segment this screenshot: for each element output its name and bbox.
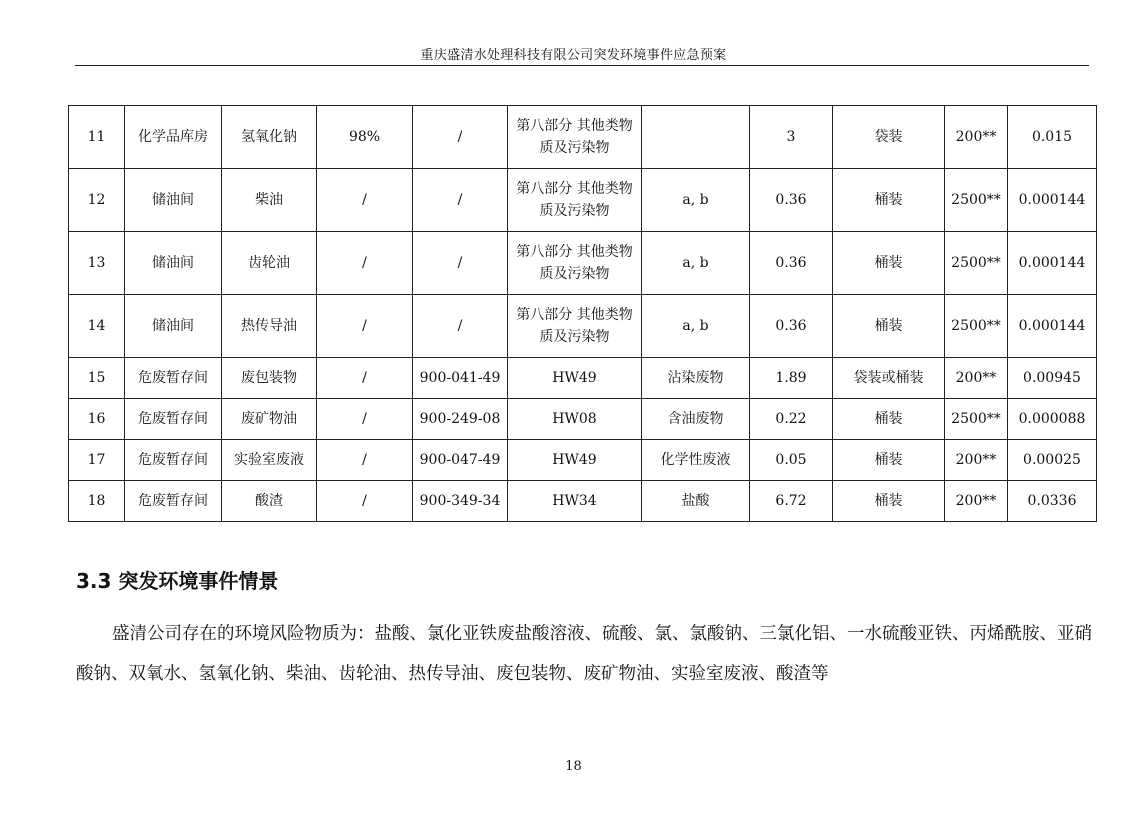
cell-concentration: / <box>317 481 413 522</box>
cell-location: 储油间 <box>125 295 222 358</box>
cell-concentration: / <box>317 232 413 295</box>
cell-waste-code: 900-349-34 <box>413 481 508 522</box>
cell-quantity: 6.72 <box>750 481 833 522</box>
table-row <box>69 295 1097 358</box>
cell-type: a, b <box>642 169 750 232</box>
cell-index: 13 <box>69 232 125 295</box>
cell-ratio: 0.000144 <box>1008 232 1097 295</box>
cell-concentration: / <box>317 358 413 399</box>
table-row <box>69 169 1097 232</box>
cell-substance: 实验室废液 <box>222 440 317 481</box>
cell-concentration: / <box>317 295 413 358</box>
table-row <box>69 106 1097 169</box>
cell-concentration: / <box>317 399 413 440</box>
cell-substance: 氢氧化钠 <box>222 106 317 169</box>
cell-packaging: 袋装或桶装 <box>833 358 945 399</box>
cell-threshold: 2500** <box>945 169 1008 232</box>
cell-quantity: 0.36 <box>750 169 833 232</box>
cell-location: 危废暂存间 <box>125 440 222 481</box>
cell-waste-code: / <box>413 169 508 232</box>
cell-ratio: 0.000144 <box>1008 169 1097 232</box>
cell-threshold: 2500** <box>945 295 1008 358</box>
cell-quantity: 3 <box>750 106 833 169</box>
cell-category: HW49 <box>508 440 642 481</box>
table-row <box>69 232 1097 295</box>
section-heading: 3.3 突发环境事件情景 <box>76 569 279 593</box>
cell-waste-code: / <box>413 106 508 169</box>
cell-threshold: 2500** <box>945 399 1008 440</box>
cell-type <box>642 106 750 169</box>
cell-location: 危废暂存间 <box>125 399 222 440</box>
cell-substance: 热传导油 <box>222 295 317 358</box>
cell-threshold: 200** <box>945 440 1008 481</box>
cell-category: HW08 <box>508 399 642 440</box>
cell-location: 危废暂存间 <box>125 481 222 522</box>
cell-packaging: 桶装 <box>833 169 945 232</box>
cell-substance: 柴油 <box>222 169 317 232</box>
cell-type: 沾染废物 <box>642 358 750 399</box>
cell-quantity: 0.22 <box>750 399 833 440</box>
cell-threshold: 200** <box>945 358 1008 399</box>
cell-index: 17 <box>69 440 125 481</box>
cell-packaging: 桶装 <box>833 232 945 295</box>
cell-category: 第八部分 其他类物质及污染物 <box>508 295 642 358</box>
cell-waste-code: / <box>413 232 508 295</box>
cell-ratio: 0.000088 <box>1008 399 1097 440</box>
cell-index: 18 <box>69 481 125 522</box>
cell-threshold: 200** <box>945 106 1008 169</box>
cell-substance: 废矿物油 <box>222 399 317 440</box>
cell-type: a, b <box>642 232 750 295</box>
document-header-title: 重庆盛清水处理科技有限公司突发环境事件应急预案 <box>420 48 727 63</box>
cell-ratio: 0.00025 <box>1008 440 1097 481</box>
cell-type: 化学性废液 <box>642 440 750 481</box>
cell-ratio: 0.00945 <box>1008 358 1097 399</box>
cell-ratio: 0.0336 <box>1008 481 1097 522</box>
cell-concentration: / <box>317 440 413 481</box>
cell-index: 16 <box>69 399 125 440</box>
cell-category: HW49 <box>508 358 642 399</box>
cell-substance: 齿轮油 <box>222 232 317 295</box>
cell-ratio: 0.015 <box>1008 106 1097 169</box>
cell-index: 15 <box>69 358 125 399</box>
cell-index: 14 <box>69 295 125 358</box>
cell-location: 储油间 <box>125 232 222 295</box>
cell-location: 危废暂存间 <box>125 358 222 399</box>
cell-location: 储油间 <box>125 169 222 232</box>
cell-type: 含油废物 <box>642 399 750 440</box>
cell-packaging: 桶装 <box>833 295 945 358</box>
cell-location: 化学品库房 <box>125 106 222 169</box>
cell-quantity: 1.89 <box>750 358 833 399</box>
cell-quantity: 0.36 <box>750 232 833 295</box>
cell-substance: 废包装物 <box>222 358 317 399</box>
cell-packaging: 桶装 <box>833 440 945 481</box>
cell-concentration: / <box>317 169 413 232</box>
cell-index: 11 <box>69 106 125 169</box>
cell-threshold: 200** <box>945 481 1008 522</box>
section-body-paragraph: 盛清公司存在的环境风险物质为：盐酸、氯化亚铁废盐酸溶液、硫酸、氯、氯酸钠、三氯化铝、一水硫酸亚铁、丙烯酰胺、亚硝酸钠、双氧水、氢氧化钠、柴油、齿轮油、热传导油、废包装物、废矿物油、实验室废液、酸渣等 <box>76 624 1092 684</box>
cell-ratio: 0.000144 <box>1008 295 1097 358</box>
cell-threshold: 2500** <box>945 232 1008 295</box>
table-row <box>69 440 1097 481</box>
cell-packaging: 桶装 <box>833 399 945 440</box>
risk-substance-table <box>68 105 1097 522</box>
cell-category: 第八部分 其他类物质及污染物 <box>508 169 642 232</box>
header-divider <box>75 65 1089 66</box>
cell-type: a, b <box>642 295 750 358</box>
cell-category: HW34 <box>508 481 642 522</box>
cell-packaging: 桶装 <box>833 481 945 522</box>
cell-type: 盐酸 <box>642 481 750 522</box>
cell-waste-code: 900-041-49 <box>413 358 508 399</box>
table-row <box>69 358 1097 399</box>
cell-waste-code: 900-047-49 <box>413 440 508 481</box>
cell-substance: 酸渣 <box>222 481 317 522</box>
cell-waste-code: / <box>413 295 508 358</box>
cell-waste-code: 900-249-08 <box>413 399 508 440</box>
page-number: 18 <box>565 759 582 774</box>
cell-category: 第八部分 其他类物质及污染物 <box>508 232 642 295</box>
cell-packaging: 袋装 <box>833 106 945 169</box>
cell-quantity: 0.05 <box>750 440 833 481</box>
cell-index: 12 <box>69 169 125 232</box>
table-row <box>69 399 1097 440</box>
cell-quantity: 0.36 <box>750 295 833 358</box>
cell-category: 第八部分 其他类物质及污染物 <box>508 106 642 169</box>
cell-concentration: 98% <box>317 106 413 169</box>
table-row <box>69 481 1097 522</box>
